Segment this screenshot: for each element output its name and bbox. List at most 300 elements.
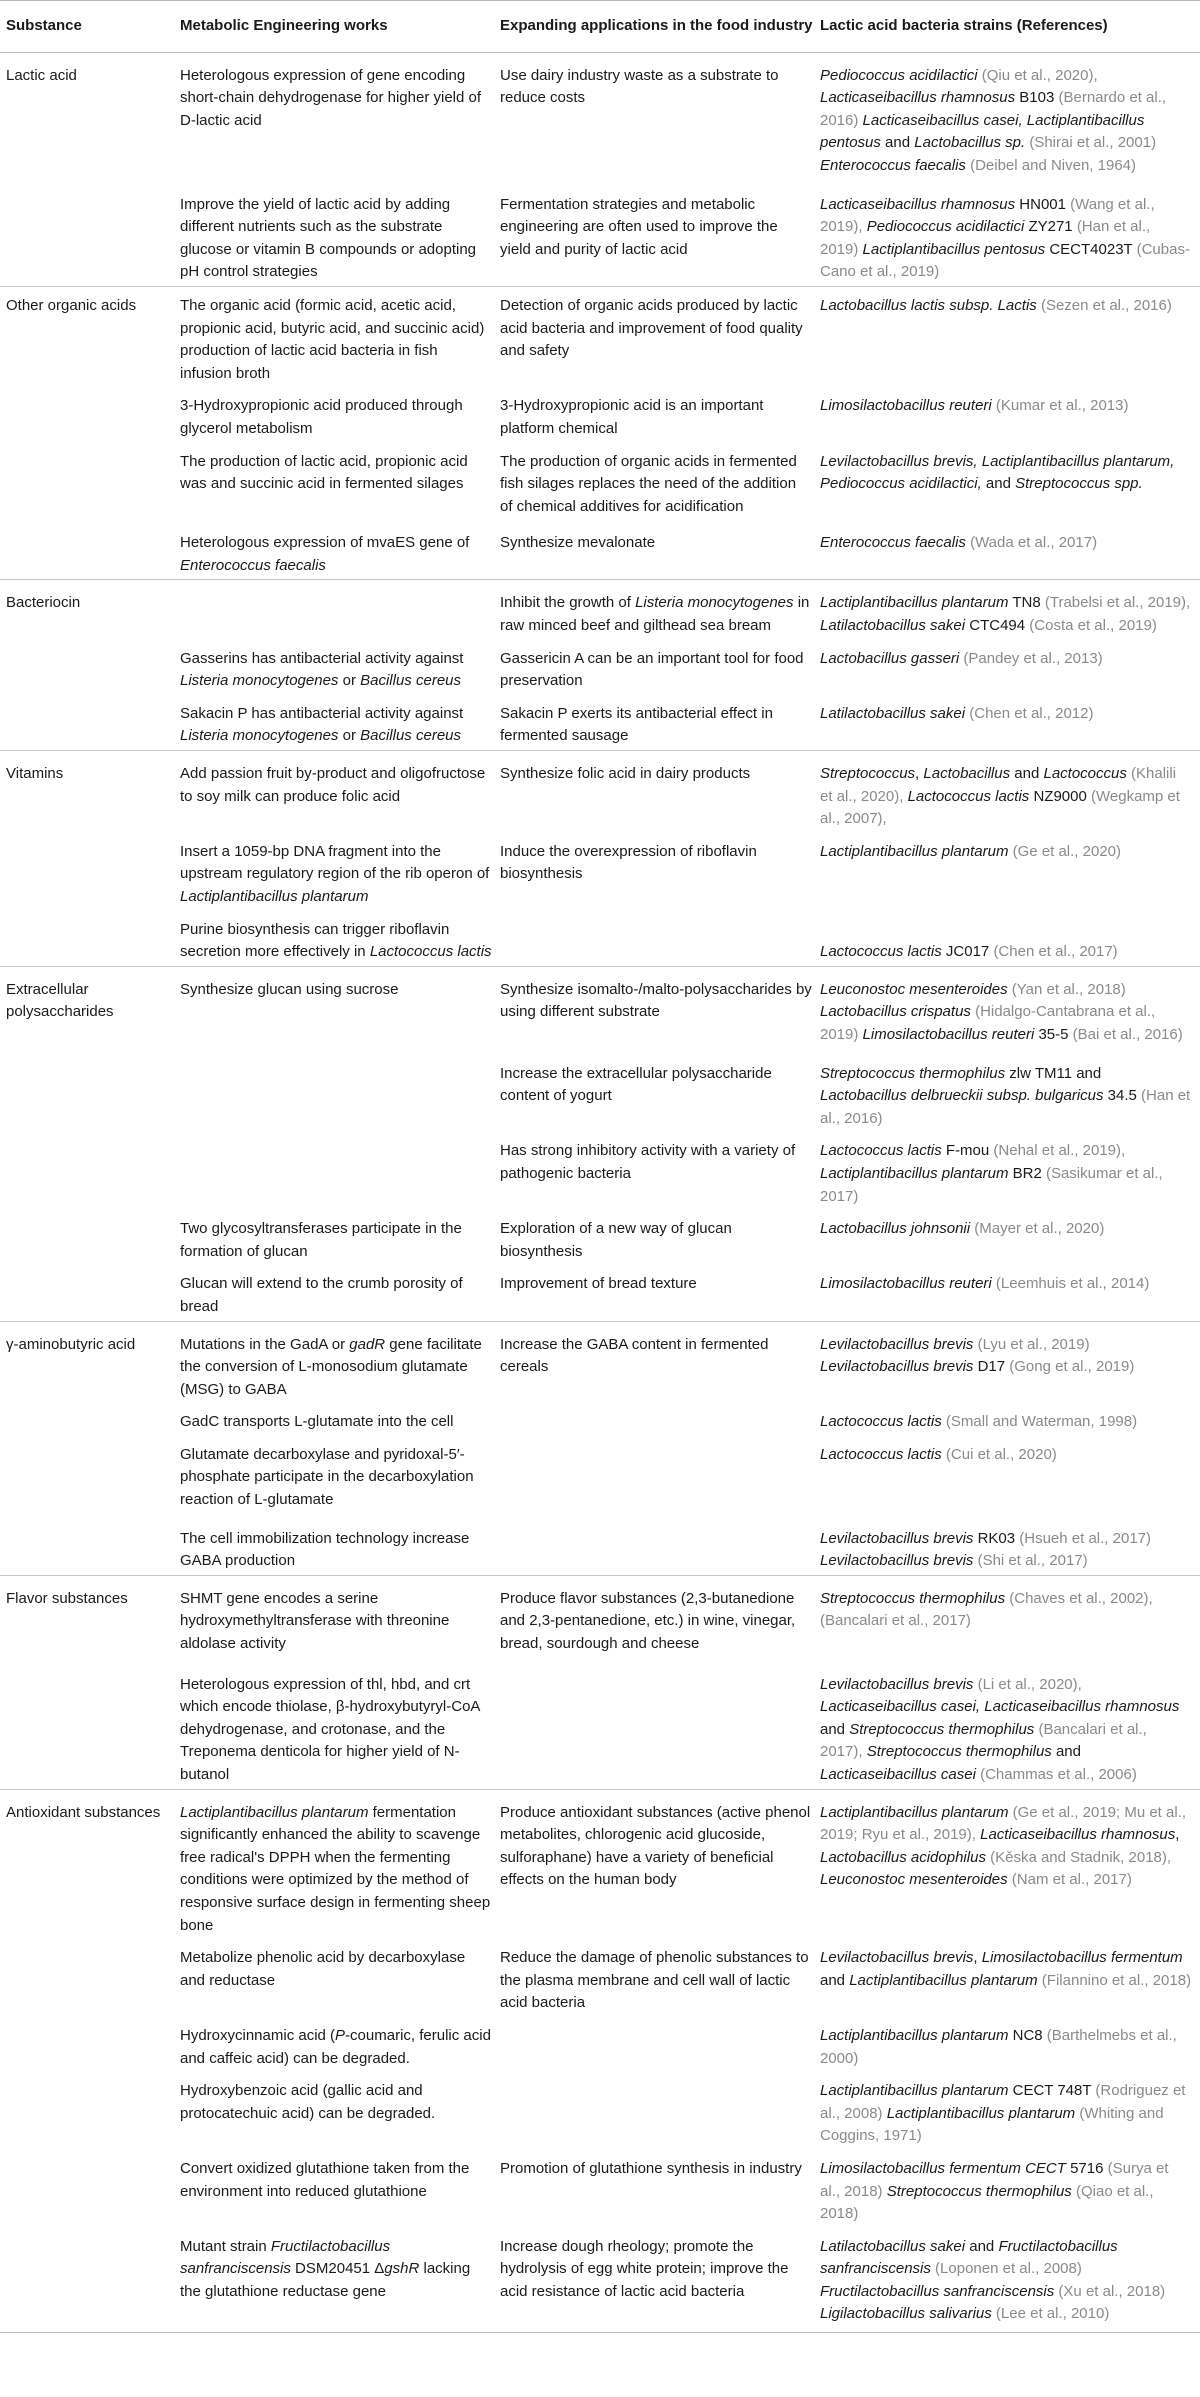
cell-text: -coumaric, ferulic acid and caffeic acid) can be degraded. [180,2026,491,2067]
species-name: Streptococcus thermophilus [849,1720,1035,1738]
table-row [0,640,1200,695]
strains-cell [820,751,1200,833]
strains-cell [820,911,1200,967]
substance-label: γ-aminobutyric acid [6,1335,136,1353]
cell-text: Purine biosynthesis can trigger riboflavin secretion more effectively in [180,920,450,961]
strains-cell [820,443,1200,521]
species-name: Streptococcus thermophilus [866,1743,1052,1761]
species-name: Enterococcus faecalis [180,556,326,574]
substance-cell [0,1321,180,1403]
species-name: Lactobacillus sp. [914,134,1026,152]
cell-text: Mutations in the GadA or [180,1335,350,1353]
species-name: Lactobacillus crispatus [820,1003,971,1021]
table-row [0,2017,1200,2072]
substance-cell [0,387,180,442]
substance-label: Antioxidant substances [6,1803,161,1821]
cell-text: in raw minced beef and gilthead sea bream [500,594,810,635]
species-name: Lactiplantibacillus plantarum [820,1164,1009,1182]
species-name: Levilactobacillus brevis [820,1949,974,1967]
cell-text: JC017 [941,943,994,961]
species-name: Lactobacillus johnsonii [820,1220,971,1238]
table-row [0,2072,1200,2150]
reference: (Han et al., 2019) [820,218,1151,258]
reference: (Shirai et al., 2001) [1025,134,1157,152]
reference: (Wang et al., 2019), [820,195,1155,236]
table-row [0,1265,1200,1321]
cell-text: 35-5 [1034,1025,1073,1043]
substance-cell [0,2072,180,2150]
table-row [0,286,1200,387]
species-name: P [335,2026,346,2044]
cell-text: Heterologous expression of mvaES gene of [180,534,470,552]
metabolic-engineering-cell [180,1265,500,1321]
species-name: Lactococcus lactis [820,1445,942,1463]
species-name: Listeria monocytogenes [180,672,339,690]
cell-text: Synthesize glucan using sucrose [180,980,399,998]
cell-text: The cell immobilization technology increase GABA production [180,1529,470,1570]
cell-text: Heterologous expression of gene encoding short-chain dehydrogenase for higher yield of D-lactic acid [180,66,482,129]
cell-text: Has strong inhibitory activity with a variety of pathogenic bacteria [500,1142,796,1182]
reference: (Yan et al., 2018) [1007,980,1126,998]
reference: (Hsueh et al., 2017) [1019,1529,1152,1547]
strains-cell [820,52,1200,179]
species-name: Streptococcus spp. [1015,475,1143,493]
cell-text: TN8 [1008,594,1045,612]
cell-text: Heterologous expression of thl, hbd, and crt which encode thiolase, β-hydroxybutyryl-CoA dehydrogenase, and crotonase, and the Treponema denticola for higher yield of N-butanol [180,1675,480,1783]
reference: (Xu et al., 2018) [1054,2282,1166,2300]
metabolic-engineering-cell [180,640,500,695]
cell-text: D17 [973,1358,1010,1376]
cell-text: 3-Hydroxypropionic acid produced through glycerol metabolism [180,397,463,437]
table-row [0,1321,1200,1403]
cell-text: fermentation significantly enhanced the ability to scavenge free radical's DPPH when the fermenting conditions were optimized by the method of responsive surface design in fermenting sheep bone [180,1803,491,1934]
species-name: Lactobacillus [923,765,1011,783]
strains-cell [820,2017,1200,2072]
strains-cell [820,387,1200,442]
species-name: Streptococcus thermophilus [886,2182,1072,2200]
reference: (Wegkamp et al., 2007), [820,787,1180,828]
application-cell [500,387,820,442]
substance-cell [0,1403,180,1436]
cell-text: Fermentation strategies and metabolic engineering are often used to improve the yield and purity of lactic acid [500,195,778,258]
species-name: Lactiplantibacillus pentosus [862,240,1046,258]
cell-text: B103 [1015,89,1059,107]
metabolic-engineering-cell [180,1436,500,1514]
reference: (Bernardo et al., 2016) [820,89,1167,129]
cell-text: and [1010,765,1044,783]
metabolic-engineering-cell [180,1939,500,2017]
strains-cell [820,580,1200,640]
species-name: Leuconostoc mesenteroides [820,1871,1008,1889]
species-name: Enterococcus faecalis [820,156,966,174]
table-row [0,1939,1200,2017]
cell-text: Hydroxybenzoic acid (gallic acid and protocatechuic acid) can be degraded. [180,2082,436,2122]
cell-text: NZ9000 [1029,787,1091,805]
cell-text: DSM20451 Δ [290,2260,385,2278]
species-name: Lactococcus lactis [820,943,942,961]
species-name: Lactiplantibacillus plantarum [180,1803,369,1821]
table-row [0,1132,1200,1210]
table-row [0,443,1200,521]
cell-text: CECT4023T [1045,240,1137,258]
cell-text: , [973,1949,982,1967]
substance-label: Flavor substances [6,1589,128,1607]
substance-cell [0,695,180,751]
species-name: Lactococcus lactis [820,1413,942,1431]
strains-cell [820,833,1200,911]
cell-text: Reduce the damage of phenolic substances to the plasma membrane and cell wall of lactic acid bacteria [500,1949,809,2012]
species-name: Lactiplantibacillus plantarum [849,1971,1038,1989]
reference: (Khalili et al., 2020), [820,765,1177,805]
substance-cell [0,52,180,179]
species-name: Fructilactobacillus sanfranciscensis [820,2237,1118,2278]
substance-cell [0,180,180,287]
substance-cell [0,1789,180,1939]
metabolic-engineering-cell [180,1049,500,1133]
strains-cell [820,1321,1200,1403]
reference: (Nehal et al., 2019), [993,1142,1126,1160]
substance-cell [0,2228,180,2333]
cell-text: zlw TM11 and [1005,1064,1102,1082]
substance-cell [0,1265,180,1321]
table-row [0,1789,1200,1939]
species-name: Lacticaseibacillus casei, Lacticaseibacillus rhamnosus [820,1698,1180,1716]
metabolic-engineering-cell [180,1658,500,1789]
cell-text: Increase the GABA content in fermented cereals [500,1335,769,1376]
cell-text: Mutant strain [180,2237,271,2255]
application-cell [500,1789,820,1939]
cell-text: Produce antioxidant substances (active phenol metabolites, chlorogenic acid glucoside, sulforaphane) have a variety of beneficial effects on the human body [500,1803,811,1889]
cell-text: Glutamate decarboxylase and pyridoxal-5′-phosphate participate in the decarboxylation reaction of L-glutamate [180,1445,474,1509]
cell-text: GadC transports L-glutamate into the cell [180,1413,454,1431]
application-cell [500,580,820,640]
species-name: Lactobacillus gasseri [820,649,960,667]
substance-cell [0,2017,180,2072]
cell-text: Detection of organic acids produced by lactic acid bacteria and improvement of food quality and safety [500,296,803,360]
table-row [0,180,1200,287]
metabolic-engineering-cell [180,443,500,521]
species-name: Latilactobacillus sakei [820,617,966,635]
species-name: Limosilactobacillus reuteri [862,1025,1035,1043]
metabolic-engineering-cell [180,387,500,442]
metabolic-engineering-cell [180,833,500,911]
species-name: gshR [384,2260,420,2278]
species-name: Levilactobacillus brevis [820,1358,974,1376]
reference: (Lee et al., 2010) [991,2305,1110,2323]
species-name: Listeria monocytogenes [180,727,339,745]
substance-cell [0,2150,180,2228]
cell-text: SHMT gene encodes a serine hydroxymethyltransferase with threonine aldolase activity [180,1589,450,1653]
table-row [0,1514,1200,1576]
application-cell [500,180,820,287]
cell-text: The production of lactic acid, propionic acid was and succinic acid in fermented silages [180,452,468,493]
strains-cell [820,2072,1200,2150]
species-name: Latilactobacillus sakei [820,2237,966,2255]
strains-cell [820,2228,1200,2333]
cell-text: Synthesize mevalonate [500,534,656,552]
strains-cell [820,1132,1200,1210]
application-cell [500,640,820,695]
cell-text: Convert oxidized glutathione taken from the environment into reduced glutathione [180,2159,470,2200]
strains-cell [820,1658,1200,1789]
table-row [0,1403,1200,1436]
strains-cell [820,1265,1200,1321]
cell-text: HN001 [1015,195,1071,213]
metabolic-engineering-cell [180,180,500,287]
substance-cell [0,911,180,967]
reference: (Gong et al., 2019) [1009,1358,1135,1376]
table-row [0,520,1200,580]
cell-text: Promotion of glutathione synthesis in industry [500,2159,802,2177]
species-name: Lactiplantibacillus plantarum [820,594,1009,612]
reference: (Chammas et al., 2006) [975,1766,1137,1783]
cell-text: and [880,134,915,152]
cell-text: or [338,672,361,690]
reference: (Nam et al., 2017) [1007,1871,1132,1889]
cell-text: Synthesize isomalto-/malto-polysaccharides by using different substrate [500,980,812,1021]
species-name: Bacillus cereus [360,672,462,690]
application-cell [500,1436,820,1514]
strains-cell [820,640,1200,695]
cell-text: Hydroxycinnamic acid ( [180,2026,336,2044]
table-row [0,833,1200,911]
application-cell [500,2150,820,2228]
cell-text: The organic acid (formic acid, acetic acid, propionic acid, butyric acid, and succinic acid) production of lactic acid bacteria in fish infusion broth [180,296,485,382]
reference: (Kumar et al., 2013) [991,397,1129,415]
substance-cell [0,1132,180,1210]
metabolic-engineering-cell [180,1514,500,1576]
cell-text: and [820,1971,850,1989]
cell-text: Induce the overexpression of riboflavin biosynthesis [500,842,757,883]
cell-text: NC8 [1008,2026,1047,2044]
reference: (Small and Waterman, 1998) [941,1413,1138,1431]
substance-cell [0,520,180,580]
reference: (Cubas-Cano et al., 2019) [820,240,1190,281]
cell-text: Produce flavor substances (2,3-butanedione and 2,3-pentanedione, etc.) in wine, vinegar, bread, sourdough and cheese [500,1589,796,1653]
cell-text: Sakacin P exerts its antibacterial effect in fermented sausage [500,704,773,745]
cell-text: Two glycosyltransferases participate in the formation of glucan [180,1220,462,1260]
strains-cell [820,1210,1200,1265]
species-name: Streptococcus [820,765,916,783]
species-name: Latilactobacillus sakei [820,704,966,722]
cell-text: 3-Hydroxypropionic acid is an important platform chemical [500,397,764,437]
reference: (Bancalari et al., 2017), [820,1720,1147,1761]
cell-text: Add passion fruit by-product and oligofructose to soy milk can produce folic acid [180,765,486,805]
application-cell [500,2072,820,2150]
reference: (Leemhuis et al., 2014) [991,1275,1150,1293]
species-name: Lacticaseibacillus rhamnosus [820,195,1016,213]
table-row [0,387,1200,442]
application-cell [500,1403,820,1436]
metabolic-engineering-cell [180,2228,500,2333]
cell-text: RK03 [973,1529,1020,1547]
cell-text: lacking the glutathione reductase gene [180,2260,471,2300]
header-food-applications: Expanding applications in the food industry [500,1,820,53]
cell-text: and [981,475,1016,493]
cell-text: , [1175,1826,1180,1844]
substance-label: Vitamins [6,765,64,783]
species-name: Lactobacillus acidophilus [820,1848,986,1866]
cell-text: CECT 748T [1008,2082,1096,2100]
reference: (Deibel and Niven, 1964) [965,156,1137,174]
cell-text: and [965,2237,999,2255]
metabolic-engineering-cell [180,2072,500,2150]
reference: (Sezen et al., 2016) [1036,296,1172,314]
species-name: Pediococcus acidilactici [866,218,1025,236]
application-cell [500,286,820,387]
reference: (Lyu et al., 2019) [973,1335,1090,1353]
reference: (Filannino et al., 2018) [1037,1971,1192,1989]
species-name: Limosilactobacillus fermentum [981,1949,1183,1967]
application-cell [500,1658,820,1789]
species-name: Lacticaseibacillus rhamnosus [980,1826,1176,1844]
cell-text: Insert a 1059-bp DNA fragment into the upstream regulatory region of the rib operon of [180,842,490,883]
species-name: Limosilactobacillus reuteri [820,397,992,415]
reference: (Wada et al., 2017) [965,534,1098,552]
species-name: Levilactobacillus brevis [820,1529,974,1547]
reference: (Qiao et al., 2018) [820,2182,1154,2223]
reference: (Chaves et al., 2002), (Bancalari et al., 2017) [820,1589,1153,1630]
cell-text: BR2 [1008,1164,1046,1182]
cell-text: Increase the extracellular polysaccharide content of yogurt [500,1064,772,1105]
strains-cell [820,1403,1200,1436]
substance-cell [0,1514,180,1576]
metabolic-engineering-cell [180,286,500,387]
reference: (Costa et al., 2019) [1029,617,1157,635]
species-name: Fructilactobacillus sanfranciscensis [820,2282,1055,2300]
reference: (Hidalgo-Cantabrana et al., 2019) [820,1003,1156,1043]
reference: (Shi et al., 2017) [973,1552,1088,1570]
strains-cell [820,2150,1200,2228]
substance-label: Lactic acid [6,66,77,84]
table-row [0,966,1200,1048]
substance-cell [0,751,180,833]
substance-label: Extracellular polysaccharides [6,980,114,1021]
species-name: Streptococcus thermophilus [820,1589,1006,1607]
strains-cell [820,1575,1200,1657]
substance-cell [0,1575,180,1657]
cell-text: 34.5 [1103,1087,1142,1105]
table-row [0,1575,1200,1657]
metabolic-engineering-cell [180,520,500,580]
metabolic-engineering-cell [180,1210,500,1265]
application-cell [500,751,820,833]
cell-text: Inhibit the growth of [500,594,636,612]
cell-text: Glucan will extend to the crumb porosity of bread [180,1275,463,1315]
reference: (Mayer et al., 2020) [970,1220,1105,1238]
reference: (Chen et al., 2017) [993,943,1118,961]
cell-text: The production of organic acids in fermented fish silages replaces the need of the addition of chemical additives for acidification [500,452,797,515]
species-name: Limosilactobacillus fermentum CECT [820,2159,1066,2177]
application-cell [500,443,820,521]
cell-text: Synthesize folic acid in dairy products [500,765,751,783]
header-substance: Substance [0,1,180,53]
species-name: Levilactobacillus brevis [820,1552,974,1570]
application-cell [500,966,820,1048]
species-name: Fructilactobacillus sanfranciscensis [180,2237,391,2278]
cell-text: F-mou [941,1142,994,1160]
table-row [0,1658,1200,1789]
strains-cell [820,1789,1200,1939]
strains-cell [820,1049,1200,1133]
strains-cell [820,1436,1200,1514]
table-body [0,52,1200,2332]
table-row [0,1436,1200,1514]
strains-cell [820,695,1200,751]
table-row [0,751,1200,833]
table-row [0,580,1200,640]
species-name: Lactobacillus delbrueckii subsp. bulgaricus [820,1087,1104,1105]
application-cell [500,2017,820,2072]
table-row [0,1210,1200,1265]
metabolic-engineering-cell [180,580,500,640]
cell-text: Sakacin P has antibacterial activity against [180,704,464,722]
cell-text: , [915,765,924,783]
strains-cell [820,180,1200,287]
substance-cell [0,1436,180,1514]
reference: (Kěska and Stadnik, 2018), [985,1848,1172,1866]
strains-cell [820,520,1200,580]
header-metabolic-engineering: Metabolic Engineering works [180,1,500,53]
metabolic-engineering-cell [180,1132,500,1210]
reference: (Chen et al., 2012) [965,704,1094,722]
reference: (Han et al., 2016) [820,1087,1191,1127]
reference: (Ge et al., 2020) [1008,842,1121,860]
application-cell [500,520,820,580]
application-cell [500,1210,820,1265]
substance-cell [0,1210,180,1265]
species-name: Bacillus cereus [360,727,462,745]
metabolic-engineering-cell [180,1321,500,1403]
cell-text: Increase dough rheology; promote the hydrolysis of egg white protein; improve the acid resistance of lactic acid bacteria [500,2237,789,2300]
species-name: Lactiplantibacillus plantarum [820,1803,1009,1821]
application-cell [500,1049,820,1133]
cell-text: or [338,727,361,745]
species-name: Lactiplantibacillus plantarum [820,2082,1009,2100]
strains-cell [820,966,1200,1048]
table-row [0,911,1200,967]
application-cell [500,1132,820,1210]
metabolic-engineering-cell [180,695,500,751]
species-name: Lactococcus lactis [907,787,1030,805]
metabolic-engineering-cell [180,1789,500,1939]
application-cell [500,1514,820,1576]
header-strains: Lactic acid bacteria strains (References) [820,1,1200,53]
species-name: Leuconostoc mesenteroides [820,980,1008,998]
cell-text: gene facilitate the conversion of L-monosodium glutamate (MSG) to GABA [180,1335,482,1398]
table-row [0,52,1200,179]
strains-cell [820,1514,1200,1576]
metabolic-engineering-cell [180,52,500,179]
strains-cell [820,1939,1200,2017]
cell-text: Gasserins has antibacterial activity against [180,649,464,667]
species-name: Lactiplantibacillus plantarum [886,2104,1076,2122]
substance-cell [0,833,180,911]
species-name: Lacticaseibacillus casei, Lactiplantibacillus pentosus [820,111,1145,152]
reference: (Sasikumar et al., 2017) [820,1164,1163,1205]
metabolic-engineering-cell [180,2017,500,2072]
cell-text: Exploration of a new way of glucan biosynthesis [500,1220,732,1260]
application-cell [500,52,820,179]
reference: (Cui et al., 2020) [941,1445,1057,1463]
species-name: Lactiplantibacillus plantarum [180,888,369,905]
substance-label: Bacteriocin [6,594,81,612]
table-row [0,695,1200,751]
metabolic-engineering-cell [180,2150,500,2228]
cell-text: Improve the yield of lactic acid by adding different nutrients such as the substrate glucose or vitamin B compounds or adopting pH control strategies [180,195,477,281]
reference: (Trabelsi et al., 2019), [1044,594,1191,612]
application-cell [500,695,820,751]
